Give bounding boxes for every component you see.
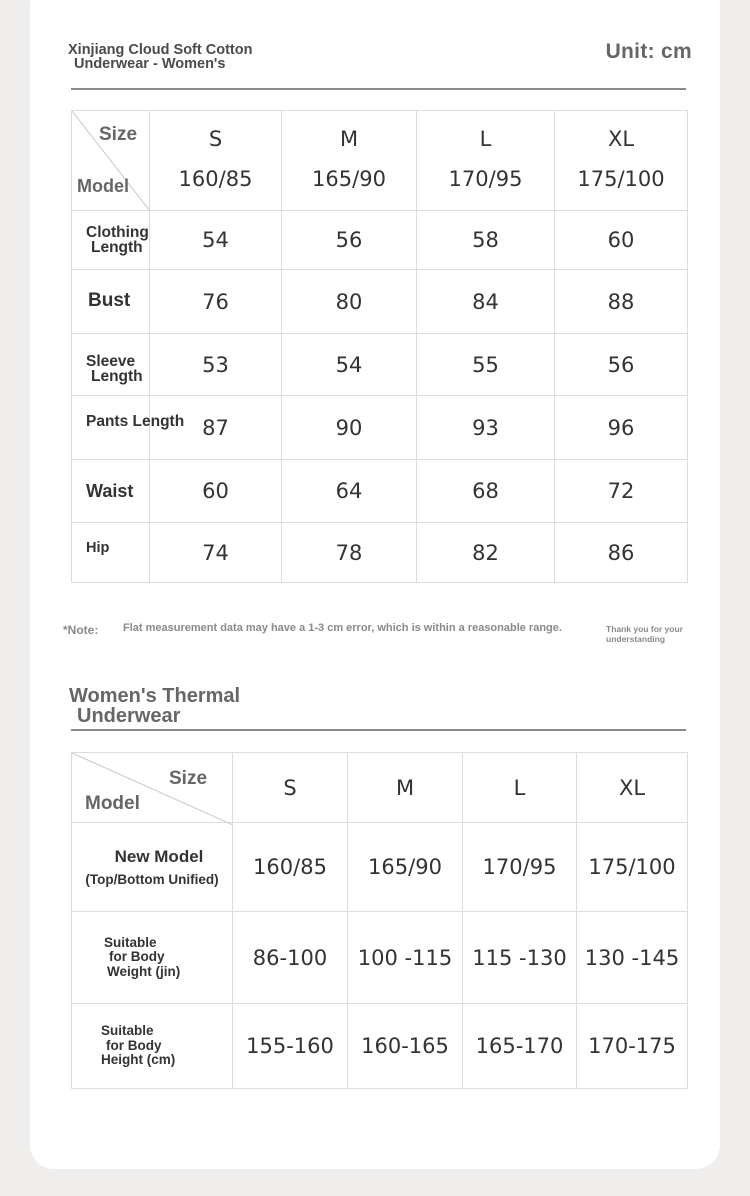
row-label-line: Clothing <box>86 224 149 241</box>
corner-size-label: Size <box>169 768 208 789</box>
row-label-line: Waist <box>86 480 134 501</box>
table-row <box>72 1004 688 1089</box>
table-cell: 64 <box>282 460 417 523</box>
table-cell: 68 <box>417 460 555 523</box>
table-cell: 93 <box>417 396 555 460</box>
table-cell: 60 <box>150 460 282 523</box>
table-cell: 72 <box>555 460 688 523</box>
table-row <box>72 460 688 523</box>
column-model: 175/100 <box>577 166 665 191</box>
corner-size-label: Size <box>99 124 138 145</box>
row-label-body-weight <box>72 912 233 1004</box>
unit-label: Unit: cm <box>605 40 692 63</box>
column-header-xl: XL <box>577 753 688 823</box>
table-cell: 56 <box>555 334 688 396</box>
section1-divider <box>71 88 686 90</box>
table-cell: 78 <box>282 523 417 583</box>
corner-model-label: Model <box>77 176 129 196</box>
row-label-pants-length <box>72 396 185 460</box>
row-label-waist <box>72 460 150 523</box>
corner-cell <box>72 111 150 211</box>
section2-divider <box>71 729 686 731</box>
note-text: Flat measurement data may have a 1-3 cm error, which is within a reasonable range. <box>123 622 562 634</box>
row-label-clothing-length <box>72 211 150 270</box>
row-label-line: Suitable <box>101 1023 154 1039</box>
table-cell: 86 <box>555 523 688 583</box>
table-row <box>72 523 688 583</box>
column-size: XL <box>607 126 635 151</box>
table-cell: 160-165 <box>348 1004 463 1089</box>
row-label-line: Length <box>91 368 143 385</box>
table-cell: 86-100 <box>233 912 348 1004</box>
row-label-line: New Model <box>114 847 204 866</box>
row-label-line: for Body <box>106 1037 162 1053</box>
table-cell: 58 <box>417 211 555 270</box>
table-row <box>72 270 688 334</box>
section2-title <box>69 686 319 726</box>
table-header-row <box>72 111 688 211</box>
table-cell: 115 -130 <box>463 912 577 1004</box>
table-cell: 56 <box>282 211 417 270</box>
table-cell: 54 <box>150 211 282 270</box>
corner-cell <box>72 753 233 823</box>
column-size: L <box>479 126 492 151</box>
table-cell: 130 -145 <box>577 912 688 1004</box>
section2-title-line1: Women's Thermal <box>69 685 241 707</box>
row-label-new-model <box>72 823 233 912</box>
section1-title-line2: Underwear - Women's <box>74 56 226 72</box>
table-cell: 100 -115 <box>348 912 463 1004</box>
column-model: 170/95 <box>448 166 523 191</box>
row-label-bust <box>72 270 150 334</box>
table-cell: 170-175 <box>577 1004 688 1089</box>
table-cell: 175/100 <box>577 823 688 912</box>
row-label-line: Suitable <box>104 934 157 950</box>
thermal-size-table <box>71 752 688 1089</box>
table-cell: 55 <box>417 334 555 396</box>
table-cell: 76 <box>150 270 282 334</box>
table-cell: 87 <box>150 396 282 460</box>
row-label-line: Weight (jin) <box>107 963 181 979</box>
column-size: M <box>339 126 359 151</box>
row-label-sleeve-length <box>72 334 150 396</box>
column-header-m: M <box>348 753 463 823</box>
column-header-s: S <box>233 753 348 823</box>
table-cell: 96 <box>555 396 688 460</box>
table-cell: 80 <box>282 270 417 334</box>
row-label-line: Length <box>91 239 143 256</box>
table-row <box>72 396 688 460</box>
row-label-line: Bust <box>88 290 131 311</box>
table-cell: 54 <box>282 334 417 396</box>
table-cell: 74 <box>150 523 282 583</box>
table-cell: 165-170 <box>463 1004 577 1089</box>
column-model: 160/85 <box>178 166 253 191</box>
column-header-l: L <box>463 753 577 823</box>
column-model: 165/90 <box>312 166 386 191</box>
table-cell: 82 <box>417 523 555 583</box>
section1-title <box>68 43 318 71</box>
note-prefix: *Note: <box>63 623 99 637</box>
table-cell: 60 <box>555 211 688 270</box>
row-label-hip <box>72 523 150 583</box>
size-chart-table <box>71 110 688 583</box>
row-label-line: for Body <box>109 949 165 965</box>
table-cell: 84 <box>417 270 555 334</box>
table-row <box>72 912 688 1004</box>
row-label-line: Hip <box>86 540 110 556</box>
row-label-line: Sleeve <box>86 353 136 370</box>
corner-model-label: Model <box>85 793 140 814</box>
table-cell: 88 <box>555 270 688 334</box>
column-size: S <box>208 126 223 151</box>
table-row <box>72 823 688 912</box>
row-label-body-height <box>72 1004 233 1089</box>
table-cell: 160/85 <box>233 823 348 912</box>
section2-title-line2: Underwear <box>77 705 181 727</box>
row-label-line: Pants Length <box>86 413 185 430</box>
table-row <box>72 334 688 396</box>
row-label-line: Height (cm) <box>101 1052 176 1068</box>
section1-title-line1: Xinjiang Cloud Soft Cotton <box>68 42 253 58</box>
note-thanks: Thank you for your understanding <box>606 624 683 644</box>
table-cell: 53 <box>150 334 282 396</box>
table-row <box>72 211 688 270</box>
column-header-m <box>282 111 417 211</box>
table-cell: 165/90 <box>348 823 463 912</box>
table-cell: 155-160 <box>233 1004 348 1089</box>
table-cell: 90 <box>282 396 417 460</box>
column-header-s <box>150 111 282 211</box>
column-header-xl <box>555 111 688 211</box>
column-header-l <box>417 111 555 211</box>
table-header-row <box>72 753 688 823</box>
row-label-line: (Top/Bottom Unified) <box>85 872 219 887</box>
table-cell: 170/95 <box>463 823 577 912</box>
